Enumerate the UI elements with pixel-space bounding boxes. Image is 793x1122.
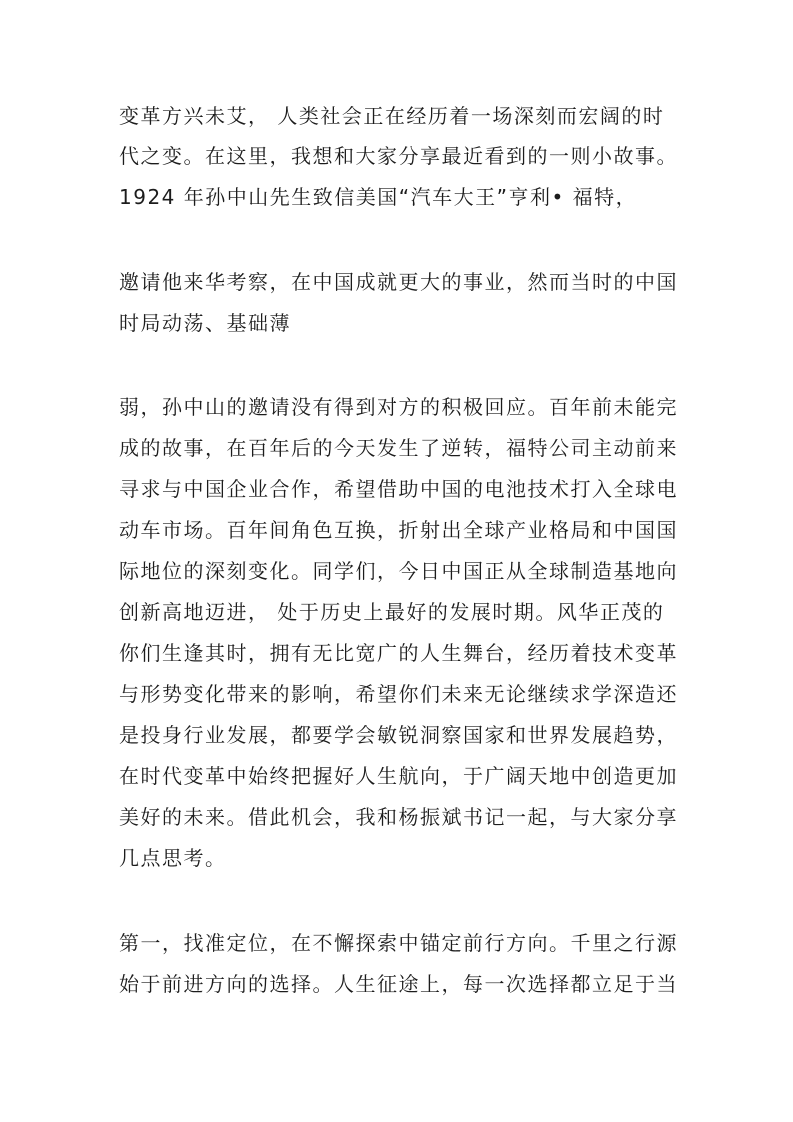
text-line: 际地位的深刻变化。同学们，今日中国正从全球制造基地向 [119,559,678,583]
text-line: 邀请他来华考察，在中国成就更大的事业，然而当时的中国 [119,270,678,294]
text-line: 始于前进方向的选择。人生征途上，每一次选择都立足于当 [119,972,678,996]
text-line: 与形势变化带来的影响，希望你们未来无论继续求学深造还 [119,682,678,706]
text-line: 第一，找准定位，在不懈探索中锚定前行方向。千里之行源 [119,931,678,955]
text-line: 动车市场。百年间角色互换，折射出全球产业格局和中国国 [119,518,678,542]
text-line: 创新高地迈进， 处于历史上最好的发展时期。风华正茂的 [119,600,665,624]
text-line: 你们生逢其时，拥有无比宽广的人生舞台，经历着技术变革 [119,641,678,665]
text-line: 成的故事，在百年后的今天发生了逆转，福特公司主动前来 [119,436,678,460]
text-line: 在时代变革中始终把握好人生航向，于广阔天地中创造更加 [119,764,678,788]
text-line: 弱，孙中山的邀请没有得到对方的积极回应。百年前未能完 [119,395,678,419]
text-line: 几点思考。 [119,846,227,870]
text-line: 1924 年孙中山先生致信美国“汽车大王”亨利• 福特， [119,185,638,209]
text-line: 寻求与中国企业合作，希望借助中国的电池技术打入全球电 [119,477,678,501]
text-line: 时局动荡、基础薄 [119,311,291,335]
text-line: 美好的未来。借此机会，我和杨振斌书记一起，与大家分享 [119,805,678,829]
text-line: 是投身行业发展，都要学会敏锐洞察国家和世界发展趋势， [119,723,678,747]
text-line: 代之变。在这里，我想和大家分享最近看到的一则小故事。 [119,144,678,168]
text-line: 变革方兴未艾， 人类社会正在经历着一场深刻而宏阔的时 [119,104,665,128]
